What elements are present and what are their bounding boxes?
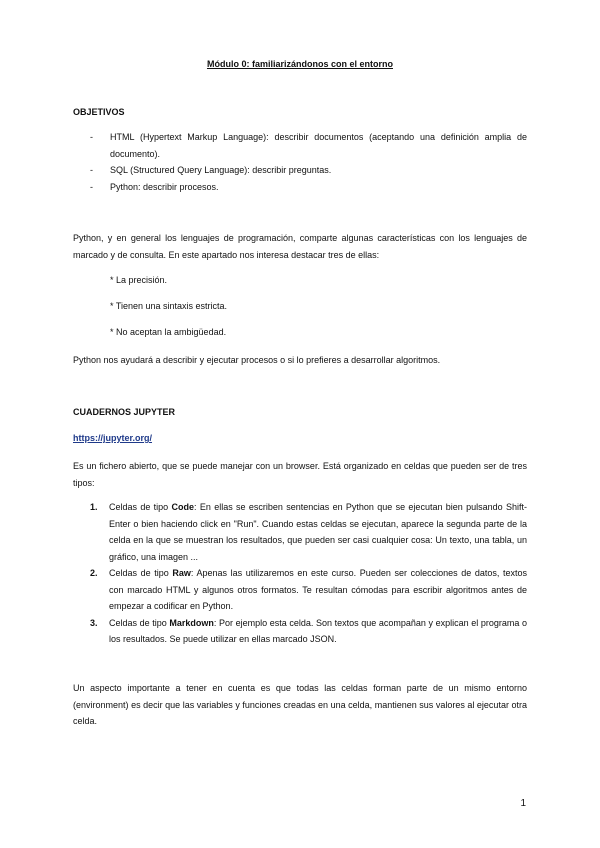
cell-type-text: : Por ejemplo esta celda. Son textos que acompañan y explican el programa o los resultados. Se puede utilizar en ellas marcado JSON. (109, 617, 527, 644)
intro-closing: Python nos ayudará a describir y ejecutar procesos o si lo prefieres a desarrollar algoritmos. (73, 355, 441, 365)
objetivos-heading: OBJETIVOS (73, 107, 125, 117)
page-number: 1 (520, 798, 526, 809)
list-number: 3. (90, 617, 98, 628)
list-item (87, 615, 527, 648)
intro-paragraph: Python, y en general los lenguajes de programación, comparte algunas características con los lenguajes de marcado y de consulta. En este apartado nos interesa destacar tres de ellas: (73, 233, 527, 260)
cell-type-text: : En ellas se escriben sentencias en Python que se ejecutan bien pulsando Shift-Enter o bien haciendo click en "Run". Cuando estas celdas se ejecutan, aparece la segunda parte de la celda en la que se muestran los resultados, que pueden ser casi cualquier cosa: Un texto, una tabla, un gráfico, una imagen ... (109, 502, 527, 562)
list-number: 2. (90, 568, 98, 578)
jupyter-description: Es un fichero abierto, que se puede manejar con un browser. Está organizado en celdas que pueden ser de tres tipos: (73, 461, 527, 488)
cell-type-prefix: Celdas de tipo (109, 502, 172, 512)
cell-type-name: Markdown (169, 617, 214, 628)
jupyter-heading: CUADERNOS JUPYTER (73, 407, 176, 417)
cell-types-list (87, 499, 527, 648)
cell-type-text: : Apenas las utilizaremos en este curso. Pueden ser colecciones de datos, textos con marcado HTML y algunos otros formatos. Te resultan cómodas para escribir algoritmos antes de empezar a codificar en Python. (109, 568, 527, 611)
environment-note: Un aspecto importante a tener en cuenta es que todas las celdas forman parte de un mismo entorno (environment) es decir que las variables y funciones creadas en una celda, mantienen sus valores al ejecutar otra celda. (73, 683, 527, 726)
cell-type-prefix: Celdas de tipo (109, 617, 170, 628)
cell-type-name: Raw (172, 568, 191, 578)
objetivos-item (90, 179, 527, 196)
objetivos-item (90, 129, 527, 162)
objetivos-item-text: SQL (Structured Query Language): describir preguntas. (110, 165, 332, 175)
feature-item: * No aceptan la ambigüedad. (110, 327, 227, 337)
objetivos-list (90, 129, 527, 195)
list-item (87, 499, 527, 565)
bullet-dash: - (90, 132, 93, 142)
list-number: 1. (90, 502, 98, 512)
objetivos-item-text: HTML (Hypertext Markup Language): describir documentos (aceptando una definición amplia de documento). (110, 132, 527, 159)
bullet-dash: - (90, 165, 93, 175)
bullet-dash: - (90, 181, 93, 192)
feature-item: * Tienen una sintaxis estricta. (110, 301, 228, 311)
list-item (87, 565, 527, 615)
page-title: Módulo 0: familiarizándonos con el entorno (206, 59, 393, 69)
jupyter-link[interactable]: https://jupyter.org/ (73, 433, 153, 443)
cell-type-prefix: Celdas de tipo (109, 568, 173, 578)
objetivos-item (90, 162, 527, 179)
cell-type-name: Code (171, 502, 195, 512)
feature-item: * La precisión. (110, 275, 168, 285)
objetivos-item-text: Python: describir procesos. (110, 181, 219, 192)
